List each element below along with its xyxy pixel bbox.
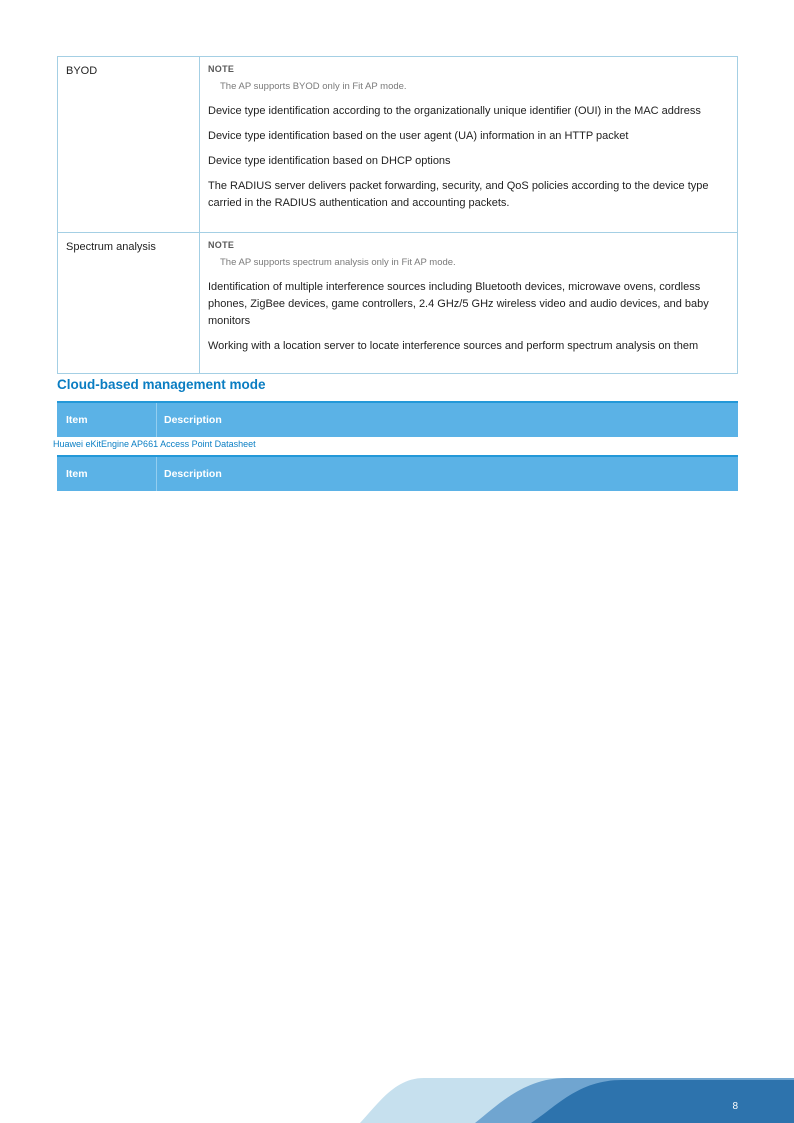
feature-paragraph: The RADIUS server delivers packet forwarding, security, and QoS policies according to the device type carried in the RADIUS authentication and accounting packets. (208, 179, 709, 209)
feature-item-label: BYOD (66, 65, 98, 77)
feature-description-cell (200, 233, 738, 374)
note-block (208, 63, 729, 95)
feature-description-cell (200, 57, 738, 233)
feature-item-cell (58, 233, 200, 374)
table-row (58, 233, 738, 374)
feature-paragraph: Identification of multiple interference sources including Bluetooth devices, microwave ovens, cordless phones, ZigBee devices, game controllers, 2.4 GHz/5 GHz wireless video and audio devices, and baby monitors (208, 280, 709, 327)
feature-paragraph: Device type identification according to the organizationally unique identifier (OUI) in the MAC address (208, 104, 701, 117)
note-label: NOTE (208, 240, 235, 250)
column-header-item: Item (66, 414, 88, 426)
second-table-header-band (57, 457, 738, 491)
page-number: 8 (732, 1101, 738, 1112)
note-label: NOTE (208, 64, 235, 74)
page-footer (0, 1075, 794, 1123)
note-text: The AP supports BYOD only in Fit AP mode. (220, 80, 407, 92)
section-heading: Cloud-based management mode (57, 377, 266, 392)
second-table-header (57, 455, 738, 491)
table-row (58, 57, 738, 233)
note-block (208, 239, 729, 271)
footer-wave-graphic (0, 1075, 794, 1123)
feature-paragraph: Device type identification based on DHCP options (208, 154, 451, 167)
column-header-description: Description (156, 403, 738, 437)
feature-table (57, 56, 738, 374)
column-header-description: Description (156, 457, 738, 491)
column-header-item: Item (66, 468, 88, 480)
feature-paragraph: Working with a location server to locate interference sources and perform spectrum analysis on them (208, 339, 699, 352)
cloud-table-header (57, 401, 738, 437)
note-text: The AP supports spectrum analysis only in Fit AP mode. (220, 256, 456, 268)
feature-item-cell (58, 57, 200, 233)
feature-item-label: Spectrum analysis (66, 241, 156, 253)
datasheet-link[interactable]: Huawei eKitEngine AP661 Access Point Datasheet (53, 439, 256, 449)
feature-paragraph: Device type identification based on the user agent (UA) information in an HTTP packet (208, 129, 629, 142)
cloud-table-header-band (57, 403, 738, 437)
